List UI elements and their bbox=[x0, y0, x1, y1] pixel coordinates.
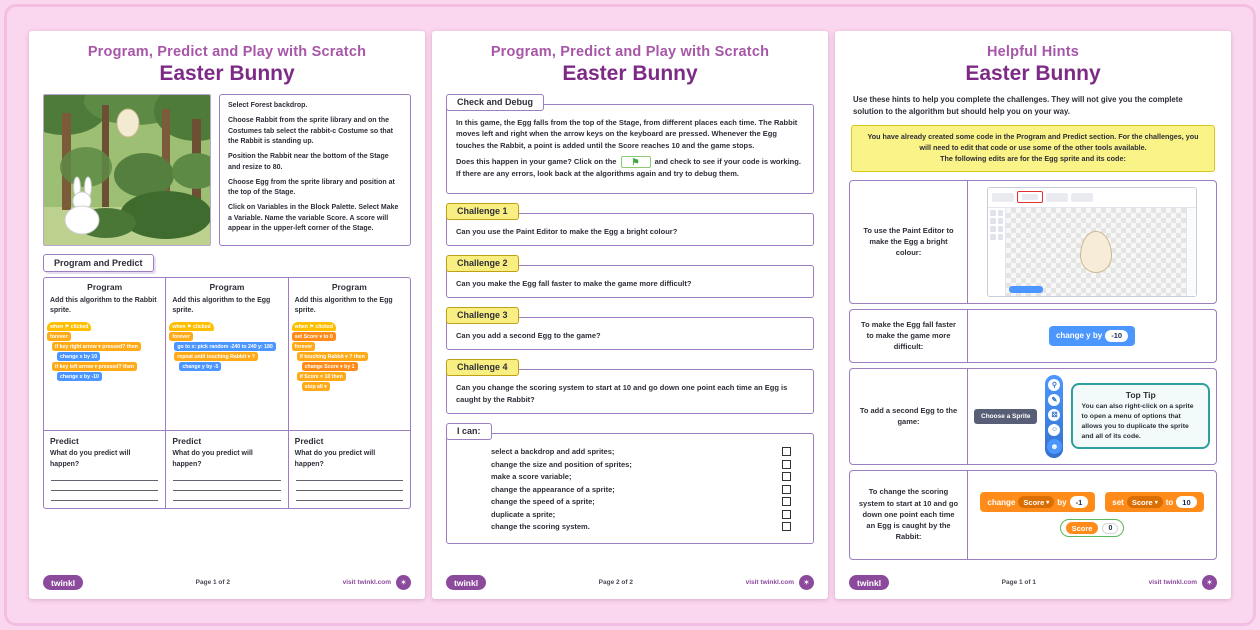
page-number: Page 1 of 2 bbox=[195, 579, 230, 586]
setup-step: Position the Rabbit near the bottom of the Stage and resize to 80. bbox=[228, 153, 389, 171]
page-title: Program, Predict and Play with Scratch bbox=[87, 44, 367, 60]
i-can-box bbox=[446, 433, 814, 544]
scratch-block-control: repeat until touching Rabbit ▾ ? bbox=[174, 352, 258, 361]
variable-name: Score bbox=[1131, 497, 1153, 507]
page-subtitle: Easter Bunny bbox=[965, 62, 1101, 85]
block-text: change bbox=[987, 497, 1016, 507]
hint-label: To change the scoring system to start at 10 and go down one point each time an Egg is caught by the Rabbit: bbox=[850, 471, 968, 559]
checklist-item bbox=[459, 497, 801, 506]
i-can-label: I can: bbox=[446, 423, 492, 440]
write-line bbox=[51, 491, 158, 501]
predict-question: What do you predict will happen? bbox=[172, 450, 253, 468]
checklist-item bbox=[459, 510, 801, 519]
challenge-3-question: Can you add a second Egg to the game? bbox=[456, 330, 601, 340]
paint-tools-palette bbox=[988, 208, 1006, 296]
paint-editor-screenshot bbox=[987, 187, 1197, 297]
hint-row-scoring bbox=[849, 470, 1217, 560]
challenge-1 bbox=[446, 201, 814, 246]
write-line bbox=[173, 481, 280, 491]
hint-content bbox=[968, 181, 1216, 303]
challenge-2 bbox=[446, 253, 814, 298]
score-variable-display bbox=[1060, 519, 1125, 537]
twinkl-badge-icon: ✶ bbox=[396, 575, 411, 590]
checklist-item bbox=[459, 460, 801, 469]
challenge-2-label: Challenge 2 bbox=[446, 255, 519, 272]
scratch-block-motion: change x by 10 bbox=[57, 352, 100, 361]
challenge-2-question: Can you make the Egg fall faster to make the game more difficult? bbox=[456, 278, 692, 288]
notice-line: You have already created some code in the Program and Predict section. For the challenges, you will need to edit that code or use some of the other tools available. bbox=[867, 132, 1199, 152]
dropdown-chevron-icon: ▾ bbox=[1046, 499, 1050, 506]
checkbox[interactable] bbox=[782, 472, 791, 481]
column-header: Program bbox=[87, 282, 123, 292]
setup-step: Select Forest backdrop. bbox=[228, 102, 308, 109]
scratch-script-egg-2 bbox=[289, 318, 410, 430]
checkbox[interactable] bbox=[782, 510, 791, 519]
forest-stage-image bbox=[43, 94, 211, 246]
challenge-1-label: Challenge 1 bbox=[446, 203, 519, 220]
challenge-1-question: Can you use the Paint Editor to make the Egg a bright colour? bbox=[456, 226, 678, 236]
block-text: set bbox=[1112, 497, 1124, 507]
scratch-block-event: when ⚑ clicked bbox=[292, 322, 336, 331]
setup-step: Choose Egg from the sprite library and position at the top of the Stage. bbox=[228, 178, 395, 196]
page-subtitle: Easter Bunny bbox=[562, 62, 698, 85]
page-1 bbox=[29, 31, 425, 599]
top-tip-box bbox=[1071, 383, 1210, 450]
page-3-header bbox=[849, 44, 1217, 86]
hint-content bbox=[968, 471, 1216, 559]
toolbar-control bbox=[1071, 193, 1093, 202]
costume-name-field bbox=[992, 193, 1014, 202]
checkbox[interactable] bbox=[782, 497, 791, 506]
scratch-block-variables: change Score ▾ by 1 bbox=[302, 362, 358, 371]
paint-icon[interactable]: ✎ bbox=[1048, 394, 1060, 406]
twinkl-badge-icon: ✶ bbox=[1202, 575, 1217, 590]
hint-row-fall-faster bbox=[849, 309, 1217, 363]
checkbox[interactable] bbox=[782, 522, 791, 531]
write-line bbox=[296, 481, 403, 491]
hint-label: To add a second Egg to the game: bbox=[850, 369, 968, 464]
paragraph-text: and check to see if your code is working. If there are any errors, look back at the algorithms again and try to debug them. bbox=[456, 157, 801, 179]
setup-step: Choose Rabbit from the sprite library and on the Costumes tab select the rabbit-c Costume so that the Rabbit is standing up. bbox=[228, 117, 393, 145]
column-instruction: Add this algorithm to the Rabbit sprite. bbox=[50, 297, 157, 315]
scratch-block-motion: go to x: pick random -240 to 240 y: 180 bbox=[174, 342, 275, 351]
score-dropdown bbox=[1127, 496, 1163, 508]
top-tip-text: You can also right-click on a sprite to open a menu of options that allows you to duplicate the sprite and all of its code. bbox=[1081, 402, 1194, 441]
challenge-4-question: Can you change the scoring system to start at 10 and go down one point each time an Egg is caught by the Rabbit? bbox=[456, 382, 788, 404]
predict-header: Predict bbox=[172, 436, 202, 447]
predict-cell bbox=[166, 430, 287, 508]
scratch-block-variables: set Score ▾ to 0 bbox=[292, 332, 336, 341]
predict-cell bbox=[289, 430, 410, 508]
egg-costume bbox=[1080, 231, 1112, 273]
set-score-block bbox=[1105, 492, 1203, 512]
setup-row bbox=[43, 94, 411, 246]
paragraph-text: Does this happen in your game? Click on the bbox=[456, 157, 617, 167]
visit-twinkl-link[interactable]: visit twinkl.com bbox=[745, 579, 794, 586]
twinkl-logo: twinkl bbox=[849, 575, 889, 590]
program-column-rabbit bbox=[44, 278, 166, 508]
predict-question: What do you predict will happen? bbox=[294, 450, 376, 468]
setup-instructions bbox=[219, 94, 411, 246]
check-debug-label: Check and Debug bbox=[446, 94, 544, 111]
checklist-item bbox=[459, 472, 801, 481]
predict-cell bbox=[44, 430, 165, 508]
scratch-block-event: when ⚑ clicked bbox=[47, 322, 91, 331]
hint-row-paint-editor bbox=[849, 180, 1217, 304]
forest-illustration bbox=[44, 95, 211, 246]
change-y-block bbox=[1049, 326, 1135, 346]
column-instruction: Add this algorithm to the Egg sprite. bbox=[294, 297, 393, 315]
hint-row-second-egg bbox=[849, 368, 1217, 465]
outline-field bbox=[1046, 193, 1068, 202]
score-variable-name: Score bbox=[1066, 522, 1099, 534]
twinkl-logo: twinkl bbox=[446, 575, 486, 590]
write-line bbox=[51, 471, 158, 481]
scratch-block-control: stop all ▾ bbox=[302, 382, 330, 391]
write-line bbox=[296, 471, 403, 481]
check-debug-paragraph-2 bbox=[456, 156, 804, 180]
scratch-block-event: when ⚑ clicked bbox=[169, 322, 213, 331]
page-subtitle: Easter Bunny bbox=[159, 62, 295, 85]
i-can-section bbox=[446, 421, 814, 544]
hint-content bbox=[968, 310, 1216, 362]
checklist-item bbox=[459, 522, 801, 531]
checklist-item-label: duplicate a sprite; bbox=[491, 509, 556, 519]
green-flag-icon: ⚑ bbox=[631, 156, 640, 167]
scoring-blocks bbox=[974, 492, 1210, 537]
challenge-3-label: Challenge 3 bbox=[446, 307, 519, 324]
predict-question: What do you predict will happen? bbox=[50, 450, 131, 468]
page-footer bbox=[43, 570, 411, 590]
visit-twinkl-link[interactable]: visit twinkl.com bbox=[342, 579, 391, 586]
twinkl-logo: twinkl bbox=[43, 575, 83, 590]
scratch-script-rabbit bbox=[44, 318, 165, 430]
scratch-block-control: forever bbox=[47, 332, 71, 341]
program-column-egg-2 bbox=[289, 278, 410, 508]
visit-twinkl-link[interactable]: visit twinkl.com bbox=[1148, 579, 1197, 586]
program-column-egg-1 bbox=[166, 278, 288, 508]
scratch-block-control: if key left arrow ▾ pressed? then bbox=[52, 362, 137, 371]
checklist-item-label: make a score variable; bbox=[491, 472, 572, 482]
checklist-item-label: change the scoring system. bbox=[491, 522, 590, 532]
block-value: 10 bbox=[1176, 496, 1196, 508]
checklist-item-label: change the size and position of sprites; bbox=[491, 459, 632, 469]
predict-header: Predict bbox=[294, 436, 324, 447]
write-line bbox=[51, 481, 158, 491]
paint-canvas bbox=[1006, 208, 1186, 296]
scratch-block-control: if key right arrow ▾ pressed? then bbox=[52, 342, 141, 351]
twinkl-badge-icon: ✶ bbox=[799, 575, 814, 590]
write-line bbox=[173, 471, 280, 481]
scratch-block-control: if touching Rabbit ▾ ? then bbox=[297, 352, 368, 361]
change-score-block bbox=[980, 492, 1095, 512]
check-debug-box bbox=[446, 104, 814, 195]
notice-line: The following edits are for the Egg sprite and its code: bbox=[940, 153, 1126, 163]
write-line bbox=[173, 491, 280, 501]
upload-icon[interactable]: ☺ bbox=[1048, 424, 1060, 436]
checklist-item bbox=[459, 485, 801, 494]
choose-a-sprite-tooltip: Choose a Sprite bbox=[974, 409, 1037, 424]
scratch-script-egg-1 bbox=[166, 318, 287, 430]
scratch-block-motion: change y by -5 bbox=[179, 362, 221, 371]
checklist-item-label: change the speed of a sprite; bbox=[491, 497, 595, 507]
page-number: Page 2 of 2 bbox=[598, 579, 633, 586]
page-2-header bbox=[446, 44, 814, 86]
column-header: Program bbox=[209, 282, 245, 292]
top-tip-title: Top Tip bbox=[1125, 389, 1156, 400]
scratch-block-control: if Score = 10 then bbox=[297, 372, 346, 381]
block-value: -10 bbox=[1105, 330, 1128, 342]
page-1-header bbox=[43, 44, 411, 86]
column-instruction: Add this algorithm to the Egg sprite. bbox=[172, 297, 271, 315]
challenge-4-label: Challenge 4 bbox=[446, 359, 519, 376]
page-footer bbox=[446, 570, 814, 590]
surprise-icon[interactable]: ⚄ bbox=[1048, 409, 1060, 421]
checkbox[interactable] bbox=[782, 460, 791, 469]
program-predict-table bbox=[43, 277, 411, 509]
block-text: to bbox=[1165, 497, 1174, 507]
column-header: Program bbox=[331, 282, 367, 292]
paint-editor-body bbox=[988, 208, 1196, 296]
challenge-3 bbox=[446, 305, 814, 350]
block-text: by bbox=[1057, 497, 1067, 507]
green-flag-button-image bbox=[621, 156, 651, 168]
page-2 bbox=[432, 31, 828, 599]
score-dropdown bbox=[1018, 496, 1054, 508]
scratch-block-control: forever bbox=[169, 332, 193, 341]
write-line bbox=[296, 491, 403, 501]
checklist-item-label: change the appearance of a sprite; bbox=[491, 484, 615, 494]
page-3 bbox=[835, 31, 1231, 599]
hints-intro: Use these hints to help you complete the challenges. They will not give you the complete solution to the algorithm but should help you on your way. bbox=[853, 95, 1183, 117]
dropdown-chevron-icon: ▾ bbox=[1154, 499, 1158, 506]
block-value: -1 bbox=[1070, 496, 1089, 508]
search-icon[interactable]: ⚲ bbox=[1048, 379, 1060, 391]
sprite-menu bbox=[1045, 375, 1063, 458]
checklist-item-label: select a backdrop and add sprites; bbox=[491, 447, 615, 457]
block-text: change y by bbox=[1055, 331, 1103, 341]
checkbox[interactable] bbox=[782, 485, 791, 494]
variable-name: Score bbox=[1023, 497, 1045, 507]
convert-to-bitmap-button bbox=[1009, 286, 1043, 293]
scratch-block-motion: change x by -10 bbox=[57, 372, 102, 381]
hint-label: To use the Paint Editor to make the Egg a bright colour: bbox=[850, 181, 968, 303]
score-variable-value: 0 bbox=[1102, 523, 1118, 534]
scratch-block-control: forever bbox=[292, 342, 316, 351]
page-footer bbox=[849, 570, 1217, 590]
page-title: Program, Predict and Play with Scratch bbox=[490, 44, 770, 60]
section-program-and-predict: Program and Predict bbox=[43, 254, 154, 272]
check-and-debug-section bbox=[446, 92, 814, 194]
setup-step: Click on Variables in the Block Palette. Select Make a Variable. Name the variable Score. A score will appear in the upper-left corner of the Stage. bbox=[228, 204, 399, 232]
page-number: Page 1 of 1 bbox=[1001, 579, 1036, 586]
fill-highlight bbox=[1017, 191, 1043, 203]
hint-content bbox=[968, 369, 1216, 464]
check-debug-paragraph: In this game, the Egg falls from the top of the Stage, from different places each time. The Rabbit moves left and right when the arrow keys on the keyboard are pressed. Whenever the Egg touches the Rabbit, a point is added until the Score reaches 10 and the game stops. bbox=[456, 117, 798, 150]
checklist-item bbox=[459, 447, 801, 456]
hints-notice-box bbox=[851, 125, 1215, 171]
predict-header: Predict bbox=[50, 436, 79, 447]
choose-sprite-button[interactable]: ☻ bbox=[1047, 439, 1062, 454]
hint-label: To make the Egg fall faster to make the game more difficult: bbox=[850, 310, 968, 362]
challenge-4 bbox=[446, 357, 814, 414]
paint-editor-toolbar bbox=[988, 188, 1196, 208]
page-title: Helpful Hints bbox=[986, 44, 1079, 60]
checkbox[interactable] bbox=[782, 447, 791, 456]
paint-scrollbar bbox=[1186, 208, 1196, 296]
